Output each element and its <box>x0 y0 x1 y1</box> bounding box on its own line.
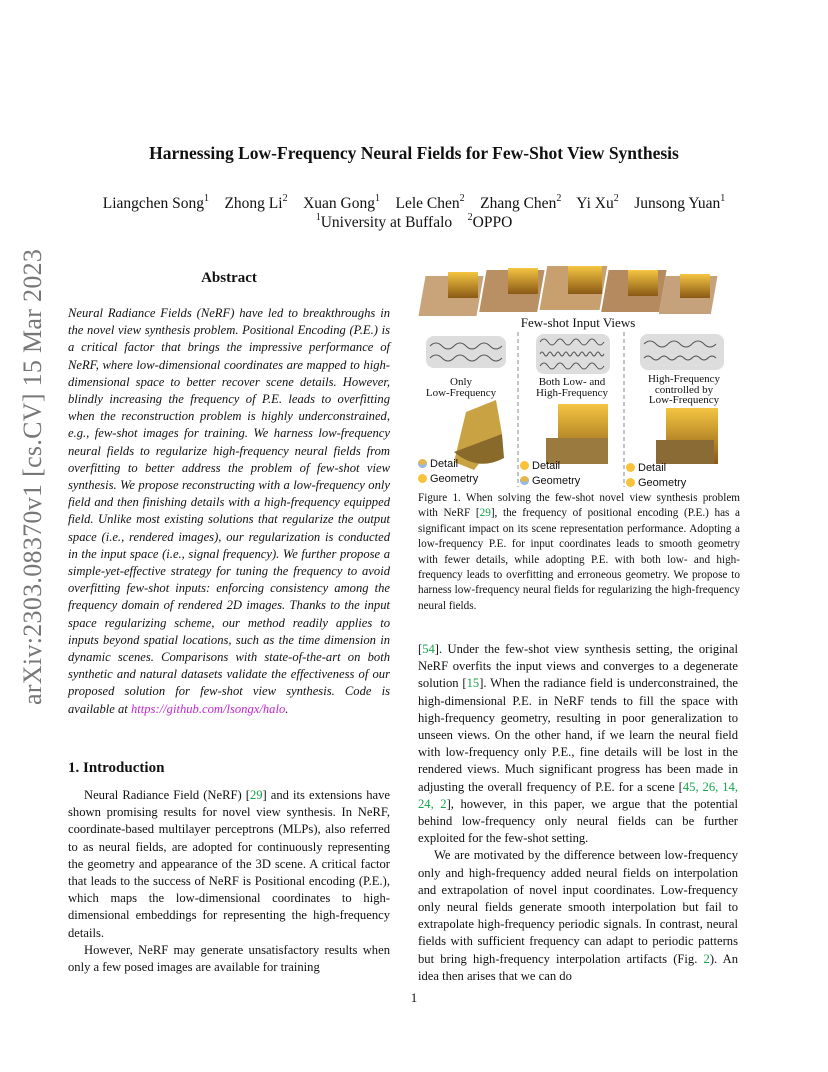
figure-caption: Figure 1. When solving the few-shot novel view synthesis problem with NeRF [29], the frequency of positional encoding (P.E.) has a significant impact on its scene representation performance. Adopting a low-frequency P.E. for input coordinates leads to smooth geometry with fewer details, while adopting P.E. with both low- and high-frequency leads to overfitting and erroneous geometry. We propose to harness low-frequency neural fields for regularizing the high-frequency neural fields. <box>418 492 741 612</box>
paper-title: Harnessing Low-Frequency Neural Fields for Few-Shot View Synthesis <box>149 143 679 163</box>
author: Zhong Li$^2$ <box>224 193 288 212</box>
author-list <box>0 195 828 213</box>
citation-link[interactable]: 54 <box>422 642 435 656</box>
smile-face-icon <box>626 478 635 487</box>
page-number: 1 <box>410 990 418 1005</box>
author: Zhang Chen$^2$ <box>480 193 562 212</box>
arxiv-stamp: arXiv:2303.08370v1 [cs.CV] 15 Mar 2023 <box>18 248 47 705</box>
sad-face-icon <box>520 476 529 485</box>
abstract-heading: Abstract <box>201 270 257 286</box>
legend-column-1: Detail Geometry <box>418 457 478 487</box>
author: Xuan Gong$^1$ <box>303 193 380 212</box>
smile-face-icon <box>626 463 635 472</box>
paragraph: However, NeRF may generate unsatisfactory results when only a few posed images are available for training <box>68 942 390 975</box>
author: Yi Xu$^2$ <box>576 193 619 212</box>
right-column-text <box>418 641 738 985</box>
figure-header: Few-shot Input Views <box>520 315 636 330</box>
code-link[interactable]: https://github.com/lsongx/halo <box>130 701 286 716</box>
column-label-controlled: High-Frequency controlled by Low-Frequency <box>647 373 721 406</box>
author: Lele Chen$^2$ <box>395 193 465 212</box>
legend-column-2: Detail Geometry <box>520 459 580 489</box>
column-label-both: Both Low- and High-Frequency <box>535 376 609 399</box>
paragraph: We are motivated by the difference between low-frequency only and high-frequency added neural fields on interpolation and extrapolation of novel input coordinates. Low-frequency only neural fields generate smooth interpolation but fail to extrapolate high-frequency periodic signals. In contrast, neural fields with sufficient frequency can adapt to periodic patterns but bring high-frequency interpolation artifacts (Fig. 2). An idea then arises that we can do <box>418 848 739 983</box>
citation-link[interactable]: 45, 26, 14, 24, 2 <box>418 779 738 811</box>
paragraph: Neural Radiance Field (NeRF) [29] and its extensions have shown promising results for novel view synthesis. In NeRF, coordinate-based multilayer perceptrons (MLPs), also referred to as neural fields, are adopted for continuously representing the geometry and appearance of the 3D scene. A critical factor that leads to the success of NeRF is Positional encoding (P.E.), which maps the low-dimensional coordinates to high-dimensional embeddings for representing the high-frequency details. <box>68 788 390 940</box>
figure-reference-link[interactable]: 2 <box>703 951 710 966</box>
section-heading-introduction: 1. Introduction <box>68 760 165 776</box>
citation-link[interactable]: 29 <box>479 507 491 520</box>
sad-face-icon <box>418 459 427 468</box>
citation-link[interactable]: 15 <box>466 676 480 691</box>
citation-link[interactable]: 29 <box>249 788 263 802</box>
smile-face-icon <box>520 461 529 470</box>
figure-1 <box>418 262 740 490</box>
author: Junsong Yuan$^1$ <box>634 193 726 212</box>
author: Liangchen Song$^1$ <box>102 193 209 212</box>
legend-column-3: Detail Geometry <box>626 461 686 491</box>
paragraph: [54]. Under the few-shot view synthesis setting, the original NeRF overfits the input views and converges to a degenerate solution [15]. When the radiance field is underconstrained, the high-dimensional P.E. in NeRF tends to fill the space with high-frequency geometry, resulting in poor generalization to unseen views. On the other hand, if we learn the neural field with low-frequency only P.E., fine details will be lost in the rendered views. Much significant progress has been made in adjusting the overall frequency of P.E. for a scene [45, 26, 14, 24, 2], however, in this paper, we argue that the potential behind low-frequency only neural fields can be further exploited for the few-shot setting. <box>418 642 739 846</box>
affiliations: $^1$University at Buffalo $^2$OPPO <box>315 212 513 231</box>
column-label-low-frequency: Only Low-Frequency <box>425 376 497 399</box>
abstract-text: Neural Radiance Fields (NeRF) have led to breakthroughs in the novel view synthesis problem. Positional Encoding (P.E.) is a critical factor that brings the impressive performance of NeRF, where low-dimensional coordinates are mapped to high-dimensional space to better recover scene details. However, blindly increasing the frequency of P.E. leads to overfitting when the reconstruction problem is highly underconstrained, e.g., few-shot images for training. We harness low-frequency neural fields to regularize high-frequency neural fields from overfitting to better address the problem of few-shot view synthesis. We propose reconstructing with a low-frequency only field and then finishing details with a high-frequency equipped field. Unlike most existing solutions that regularize the output space (i.e., rendered images), our regularization is conducted in the input space (i.e., signal frequency). We further propose a simple-yet-effective strategy for tuning the frequency to avoid overfitting few-shot inputs: enforcing consistency among the frequency domain of rendered 2D images. Thanks to the input space regularizing scheme, our method readily applies to inputs beyond spatial locations, such as the time dimension in dynamic scenes. Comparisons with state-of-the-art on both synthetic and natural datasets validate the effectiveness of our proposed solution for few-shot view synthesis. Code is available at https://github.com/lsongx/halo. <box>68 306 390 716</box>
smile-face-icon <box>418 474 427 483</box>
introduction-text <box>68 787 390 976</box>
input-view-thumbnails <box>418 266 717 316</box>
